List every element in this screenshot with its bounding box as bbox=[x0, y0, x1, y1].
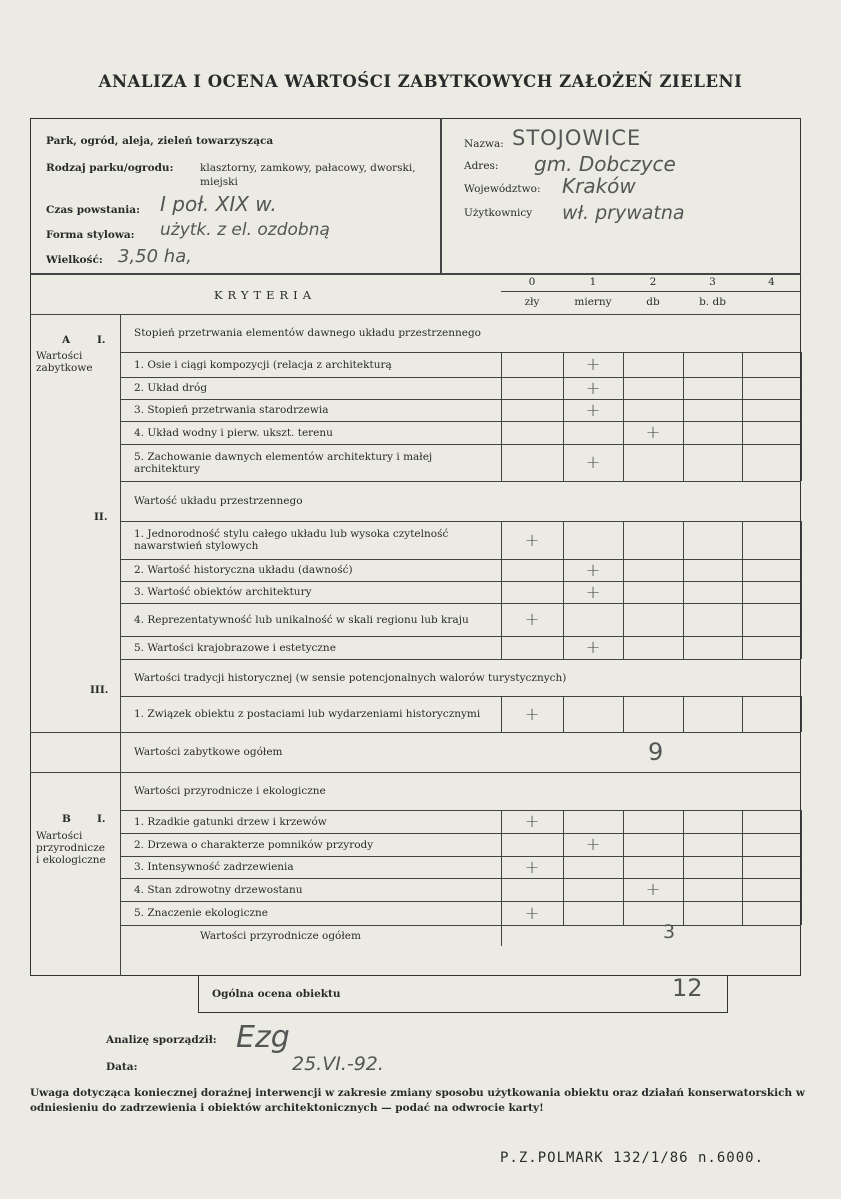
b1-item-0-mark: + bbox=[524, 811, 540, 832]
a1-item-1-mark: + bbox=[585, 377, 601, 399]
a1-title: Stopień przetrwania elementów dawnego układu przestrzennego bbox=[134, 327, 481, 339]
b1-item-3-mark: + bbox=[645, 879, 661, 900]
form-title: ANALIZA I OCENA WARTOŚCI ZABYTKOWYCH ZAŁOŻEŃ ZIELENI bbox=[98, 72, 743, 91]
a2-title: Wartość układu przestrzennego bbox=[134, 495, 303, 507]
section-b-name: Wartości przyrodnicze i ekologiczne bbox=[36, 830, 106, 866]
section-a-letter: A bbox=[62, 334, 71, 346]
a2-item-3: 4. Reprezentatywność lub unikalność w skali regionu lub kraju bbox=[134, 613, 469, 626]
date-value: 25.VI.-92. bbox=[292, 1053, 384, 1075]
b1-item-1-mark: + bbox=[585, 834, 601, 855]
section-a-roman: I. bbox=[97, 334, 106, 346]
b1-item-2-mark: + bbox=[524, 856, 540, 878]
b1-item-1: 2. Drzewa o charakterze pomników przyrody bbox=[134, 838, 374, 851]
analysis-label: Analizę sporządził: bbox=[106, 1034, 217, 1046]
a1-item-3-mark: + bbox=[645, 422, 661, 443]
b-total-label: Wartości przyrodnicze ogółem bbox=[200, 929, 361, 942]
voivodeship-value: Kraków bbox=[562, 174, 636, 198]
a1-item-3: 4. Układ wodny i pierw. ukszt. terenu bbox=[134, 426, 333, 439]
scale-word-0: zły bbox=[524, 296, 540, 308]
a1-item-0-mark: + bbox=[585, 354, 601, 375]
a-total-label: Wartości zabytkowe ogółem bbox=[134, 746, 283, 758]
a2-item-4-mark: + bbox=[585, 637, 601, 658]
address-label: Adres: bbox=[464, 160, 499, 172]
size-value: 3,50 ha, bbox=[118, 246, 192, 267]
scale-word-1: mierny bbox=[574, 296, 612, 308]
a3-title: Wartości tradycji historycznej (w sensie potencjonalnych walorów turystycznych) bbox=[134, 671, 567, 684]
a1-item-4-mark: + bbox=[585, 452, 601, 473]
style-value: użytk. z el. ozdobną bbox=[160, 220, 330, 240]
scale-number-4: 4 bbox=[768, 276, 775, 288]
section-b-roman: I. bbox=[97, 813, 106, 825]
a1-item-4: 5. Zachowanie dawnych elementów architektury i małej architektury bbox=[134, 450, 433, 475]
users-label: Użytkownicy bbox=[464, 207, 533, 219]
b1-item-4: 5. Znaczenie ekologiczne bbox=[134, 907, 269, 919]
a2-item-1: 2. Wartość historyczna układu (dawność) bbox=[134, 564, 353, 576]
a2-item-1-mark: + bbox=[585, 559, 601, 581]
analysis-signature: Ezg bbox=[236, 1020, 290, 1055]
a2-item-0-mark: + bbox=[524, 529, 540, 551]
scale-number-3: 3 bbox=[709, 276, 716, 288]
overall-label: Ogólna ocena obiektu bbox=[212, 988, 341, 1000]
section-b-letter: B bbox=[62, 813, 71, 825]
style-label: Forma stylowa: bbox=[46, 229, 135, 241]
a3-item-0-mark: + bbox=[524, 703, 540, 725]
a1-item-0: 1. Osie i ciągi kompozycji (relacja z architekturą bbox=[134, 358, 392, 371]
section-a-group-2-roman: II. bbox=[94, 511, 108, 523]
b1-item-3: 4. Stan zdrowotny drzewostanu bbox=[134, 883, 303, 896]
b1-item-0: 1. Rzadkie gatunki drzew i krzewów bbox=[134, 815, 327, 828]
a2-item-0: 1. Jednorodność stylu całego układu lub wysoka czytelność nawarstwień stylowych bbox=[134, 528, 449, 552]
park-kind-label: Rodzaj parku/ogrodu: bbox=[46, 162, 174, 174]
a2-item-2-mark: + bbox=[585, 581, 601, 603]
size-label: Wielkość: bbox=[46, 254, 103, 266]
scale-word-2: db bbox=[646, 296, 660, 308]
a-total-value: 9 bbox=[648, 738, 664, 766]
scale-word-3: b. db bbox=[699, 296, 726, 308]
a1-item-2: 3. Stopień przetrwania starodrzewia bbox=[134, 404, 329, 416]
a2-item-4: 5. Wartości krajobrazowe i estetyczne bbox=[134, 641, 336, 654]
scale-number-1: 1 bbox=[589, 276, 597, 288]
a1-item-1: 2. Układ dróg bbox=[134, 382, 208, 394]
section-a-name: Wartości zabytkowe bbox=[36, 350, 93, 374]
park-kind-options-2: miejski bbox=[200, 176, 238, 188]
b1-item-2: 3. Intensywność zadrzewienia bbox=[134, 861, 294, 873]
voivodeship-label: Województwo: bbox=[464, 183, 541, 195]
address-value: gm. Dobczyce bbox=[534, 152, 676, 176]
scale-number-0: 0 bbox=[528, 276, 536, 288]
section-a-group-3-roman: III. bbox=[90, 684, 109, 696]
created-value: I poł. XIX w. bbox=[160, 192, 277, 216]
b1-item-4-mark: + bbox=[524, 902, 540, 924]
park-type-label: Park, ogród, aleja, zieleń towarzysząca bbox=[46, 135, 274, 147]
created-label: Czas powstania: bbox=[46, 204, 140, 216]
intervention-note: Uwaga dotycząca koniecznej doraźnej interwencji w zakresie zmiany sposobu użytkowania obiektu oraz działań konserwatorskich w odniesieniu do zadrzewienia i obiektów architektonicznych — podać na odwrocie karty! bbox=[30, 1087, 805, 1114]
a1-item-2-mark: + bbox=[585, 399, 601, 421]
scale-number-2: 2 bbox=[649, 276, 657, 288]
a3-item-0: 1. Związek obiektu z postaciami lub wydarzeniami historycznymi bbox=[134, 708, 481, 720]
b-total-value: 3 bbox=[663, 920, 676, 943]
name-label: Nazwa: bbox=[464, 138, 504, 150]
b1-title: Wartości przyrodnicze i ekologiczne bbox=[134, 785, 326, 797]
print-code: P.Z.POLMARK 132/1/86 n.6000. bbox=[500, 1150, 765, 1166]
criteria-header: KRYTERIA bbox=[213, 288, 317, 302]
date-label: Data: bbox=[106, 1061, 138, 1073]
a2-item-3-mark: + bbox=[524, 609, 540, 630]
users-value: wł. prywatna bbox=[562, 202, 685, 224]
park-kind-options: klasztorny, zamkowy, pałacowy, dworski, bbox=[200, 162, 416, 174]
overall-value: 12 bbox=[672, 974, 703, 1002]
name-value: STOJOWICE bbox=[512, 126, 642, 150]
a2-item-2: 3. Wartość obiektów architektury bbox=[134, 586, 312, 598]
